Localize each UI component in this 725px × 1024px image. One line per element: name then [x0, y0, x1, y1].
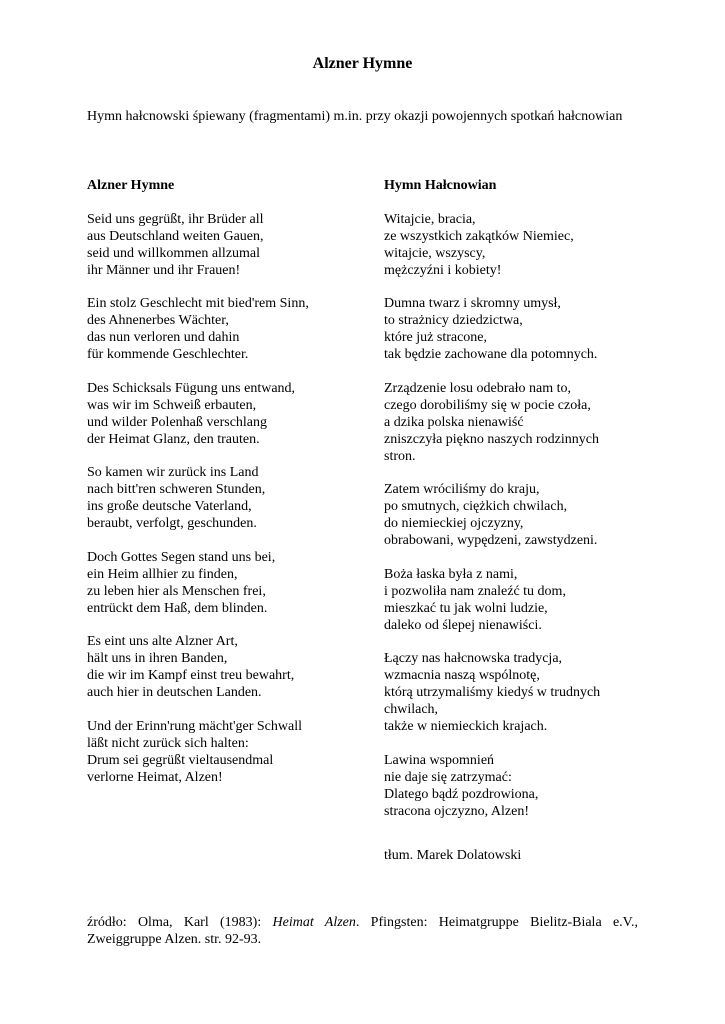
page-title: Alzner Hymne: [312, 55, 413, 72]
polish-stanza-line: Zatem wróciliśmy do kraju,: [384, 482, 540, 497]
german-stanza: [87, 549, 367, 617]
polish-stanza-line: którą utrzymaliśmy kiedyś w trudnych: [384, 685, 601, 700]
german-stanza-line: das nun verloren und dahin: [87, 330, 240, 345]
german-stanza: [87, 380, 367, 448]
german-stanza-line: entrückt dem Haß, dem blinden.: [87, 600, 268, 616]
german-stanza-line: zu leben hier als Menschen frei,: [87, 583, 266, 599]
polish-stanza-line: także w niemieckich krajach.: [384, 719, 548, 734]
polish-stanza-line: Dumna twarz i skromny umysł,: [384, 296, 561, 311]
polish-stanza: [384, 481, 644, 549]
polish-stanza-line: Witajcie, bracia,: [384, 211, 476, 227]
polish-stanza: [384, 566, 644, 634]
german-stanza: [87, 295, 367, 363]
german-stanza-line: ins große deutsche Vaterland,: [87, 499, 252, 514]
polish-stanza-line: Lawina wspomnień: [384, 752, 495, 768]
polish-stanza-line: Boża łaska była z nami,: [384, 566, 518, 582]
source-citation: [87, 914, 638, 948]
german-stanza-line: was wir im Schweiß erbauten,: [87, 397, 257, 413]
intro-paragraph: Hymn hałcnowski śpiewany (fragmentami) m.in. przy okazji powojennych spotkań hałcnowian: [87, 109, 623, 124]
polish-stanza-line: zniszczyła piękno naszych rodzinnych: [384, 431, 599, 447]
polish-stanza-line: obrabowani, wypędzeni, zawstydzeni.: [384, 533, 598, 548]
polish-lyrics-column: [384, 177, 644, 836]
polish-stanza-line: po smutnych, ciężkich chwilach,: [384, 499, 568, 514]
polish-stanza-line: nie daje się zatrzymać:: [384, 769, 512, 785]
polish-stanza: [384, 650, 644, 735]
german-stanza-line: nach bitt'ren schweren Stunden,: [87, 482, 266, 497]
polish-stanza-line: i pozwoliła nam znaleźć tu dom,: [384, 583, 566, 599]
german-stanza-line: ihr Männer und ihr Frauen!: [87, 262, 241, 278]
polish-stanza-line: czego dorobiliśmy się w pocie czoła,: [384, 397, 591, 413]
german-stanza-line: für kommende Geschlechter.: [87, 347, 249, 362]
german-stanza: [87, 718, 367, 786]
german-stanza-line: des Ahnenerbes Wächter,: [87, 313, 229, 328]
polish-stanza-line: tak będzie zachowane dla potomnych.: [384, 347, 598, 362]
polish-stanza-line: a dzika polska nienawiść: [384, 414, 524, 430]
german-stanza-line: Es eint uns alte Alzner Art,: [87, 634, 238, 649]
german-stanza-line: aus Deutschland weiten Gauen,: [87, 228, 264, 244]
polish-stanza-line: Zrządzenie losu odebrało nam to,: [384, 380, 571, 396]
german-stanza: [87, 464, 367, 532]
german-stanza-line: Des Schicksals Fügung uns entwand,: [87, 380, 296, 396]
german-stanza: [87, 211, 367, 279]
german-stanza-line: ein Heim allhier zu finden,: [87, 566, 238, 582]
translator-credit: tłum. Marek Dolatowski: [384, 848, 522, 863]
polish-stanza: [384, 380, 644, 465]
polish-stanza: [384, 295, 644, 363]
polish-stanza-line: Łączy nas hałcnowska tradycja,: [384, 651, 563, 666]
polish-stanza-line: mieszkać tu jak wolni ludzie,: [384, 600, 548, 616]
german-stanza-line: Und der Erinn'rung mächt'ger Schwall: [87, 718, 302, 734]
polish-stanza: [384, 752, 644, 820]
german-stanza-line: der Heimat Glanz, den trauten.: [87, 431, 260, 447]
german-stanza-line: Drum sei gegrüßt vieltausendmal: [87, 752, 274, 768]
source-suffix: . Pfingsten: Heimatgruppe Bielitz-Biala e.V., Zweiggruppe Alzen. str. 92-93.: [87, 915, 638, 947]
german-stanza: [87, 633, 367, 701]
polish-stanza-line: witajcie, wszyscy,: [384, 245, 486, 261]
german-stanza-line: läßt nicht zurück sich halten:: [87, 735, 249, 751]
german-stanzas: [87, 211, 367, 786]
polish-stanza-line: stracona ojczyzno, Alzen!: [384, 803, 529, 819]
german-stanza-line: So kamen wir zurück ins Land: [87, 465, 259, 480]
polish-heading: Hymn Hałcnowian: [384, 178, 497, 193]
german-lyrics-column: [87, 177, 367, 802]
polish-stanza-line: to strażnicy dziedzictwa,: [384, 313, 523, 328]
german-heading: Alzner Hymne: [87, 178, 175, 193]
source-prefix: źródło: Olma, Karl (1983):: [87, 915, 273, 930]
polish-stanza-line: ze wszystkich zakątków Niemiec,: [384, 228, 574, 244]
polish-stanza-line: mężczyźni i kobiety!: [384, 262, 502, 278]
polish-stanza-line: wzmacnia naszą wspólnotę,: [384, 668, 540, 683]
german-stanza-line: beraubt, verfolgt, geschunden.: [87, 516, 257, 531]
german-stanza-line: hält uns in ihren Banden,: [87, 651, 228, 666]
polish-stanza-line: które już stracone,: [384, 330, 488, 345]
german-stanza-line: Ein stolz Geschlecht mit bied'rem Sinn,: [87, 296, 309, 311]
german-stanza-line: verlorne Heimat, Alzen!: [87, 769, 223, 785]
german-stanza-line: Seid uns gegrüßt, ihr Brüder all: [87, 211, 264, 227]
polish-stanza-line: do niemieckiej ojczyzny,: [384, 516, 524, 531]
polish-stanza-line: chwilach,: [384, 702, 439, 717]
polish-stanzas: [384, 211, 644, 820]
source-book-title: Heimat Alzen: [272, 915, 356, 930]
polish-stanza-line: daleko od ślepej nienawiści.: [384, 617, 542, 633]
german-stanza-line: auch hier in deutschen Landen.: [87, 685, 262, 700]
german-stanza-line: und wilder Polenhaß verschlang: [87, 414, 268, 430]
polish-stanza-line: Dlatego bądź pozdrowiona,: [384, 786, 539, 802]
polish-stanza-line: stron.: [384, 448, 416, 464]
german-stanza-line: Doch Gottes Segen stand uns bei,: [87, 549, 276, 565]
polish-stanza: [384, 211, 644, 279]
german-stanza-line: die wir im Kampf einst treu bewahrt,: [87, 668, 295, 683]
german-stanza-line: seid und willkommen allzumal: [87, 245, 261, 261]
